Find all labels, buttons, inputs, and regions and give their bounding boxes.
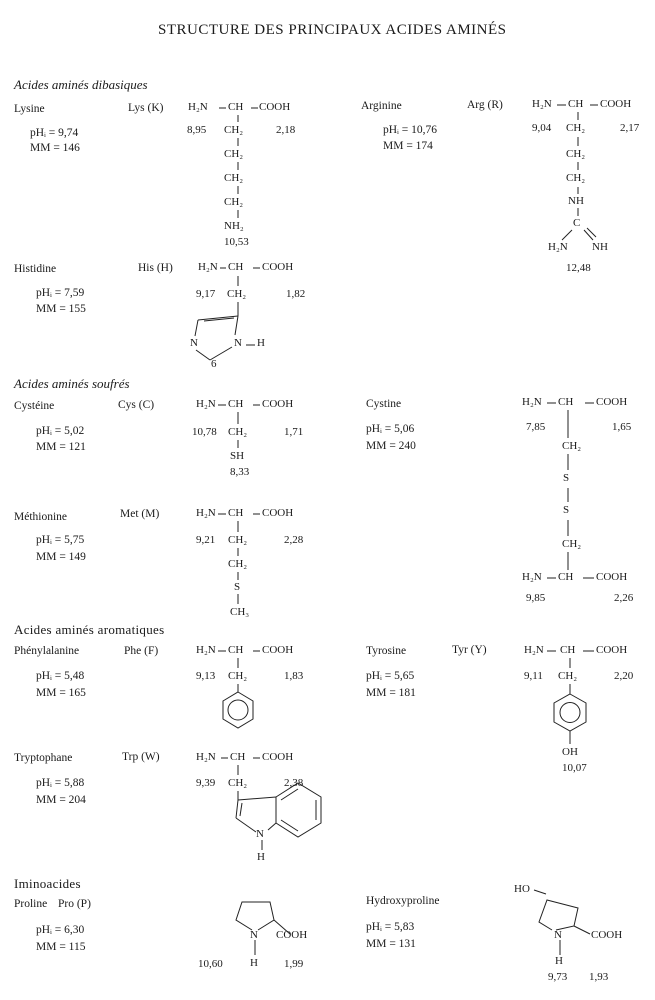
methionine-ch3: CH₃ (230, 606, 250, 618)
tyrosine-code: Tyr (Y) (452, 644, 487, 656)
tyrosine-h2n: H₂N (524, 644, 544, 656)
cystine-ch2-bottom: CH₂ (562, 538, 582, 550)
hydroxyproline-h: H (555, 955, 563, 967)
hydroxyproline-pka-carboxyl: 1,93 (589, 971, 609, 983)
arginine-code: Arg (R) (467, 99, 503, 111)
tryptophan-cooh: COOH (262, 751, 294, 763)
proline-name: Proline (14, 898, 48, 910)
cystine-h2n-bottom: H₂N (522, 571, 542, 583)
tryptophan-ch: CH (230, 751, 246, 763)
tryptophan-mm: MM = 204 (36, 794, 86, 806)
hydroxyproline-name: Hydroxyproline (366, 895, 440, 907)
tryptophan-pka-carboxyl: 2,38 (284, 777, 304, 789)
proline-pka-amino: 10,60 (198, 958, 223, 970)
page-title: STRUCTURE DES PRINCIPAUX ACIDES AMINÉS (158, 22, 507, 38)
hydroxyproline-ho: HO (514, 883, 530, 895)
cystine-pka-amino-bottom: 9,85 (526, 592, 546, 604)
tryptophan-n: N (256, 828, 264, 840)
phenylalanine-phi: pHᵢ = 5,48 (36, 670, 85, 682)
cysteine-code: Cys (C) (118, 399, 155, 411)
histidine-ch2: CH₂ (227, 288, 247, 300)
tryptophan-name: Tryptophane (14, 752, 73, 764)
histidine-h2n: H₂N (198, 261, 218, 273)
arginine-mm: MM = 174 (383, 140, 433, 152)
histidine-pka-amino: 9,17 (196, 288, 216, 300)
cystine-cooh-bottom: COOH (596, 571, 628, 583)
histidine-bonds (195, 268, 260, 360)
methionine-ch2-1: CH₂ (228, 534, 248, 546)
tryptophan-phi: pHᵢ = 5,88 (36, 777, 85, 789)
tryptophan-h2n: H₂N (196, 751, 216, 763)
cysteine-pka-side: 8,33 (230, 466, 250, 478)
methionine-h2n: H₂N (196, 507, 216, 519)
tyrosine-phi: pHᵢ = 5,65 (366, 670, 415, 682)
arginine-cooh: COOH (600, 98, 632, 110)
lysine-nh2: NH₂ (224, 220, 244, 232)
cystine-s-2: S (563, 504, 570, 516)
arginine-pka-carboxyl: 2,17 (620, 122, 640, 134)
cysteine-h2n: H₂N (196, 398, 216, 410)
cystine-h2n-top: H₂N (522, 396, 542, 408)
histidine-mm: MM = 155 (36, 303, 86, 315)
hydroxyproline-pka-amino: 9,73 (548, 971, 568, 983)
methionine-mm: MM = 149 (36, 551, 86, 563)
hydroxyproline-n: N (554, 929, 562, 941)
lysine-h2n: H₂N (188, 101, 208, 113)
histidine-phi: pHᵢ = 7,59 (36, 287, 85, 299)
cysteine-mm: MM = 121 (36, 441, 86, 453)
phenylalanine-name: Phénylalanine (14, 645, 80, 657)
hydroxyproline-cooh: COOH (591, 929, 623, 941)
lysine-pka-side: 10,53 (224, 236, 249, 248)
methionine-s: S (234, 581, 241, 593)
arginine-nh: NH (568, 195, 584, 207)
arginine-c: C (573, 217, 581, 229)
lysine-code: Lys (K) (128, 102, 164, 114)
arginine-pka-side: 12,48 (566, 262, 591, 274)
lysine-name: Lysine (14, 103, 45, 115)
tryptophan-code: Trp (W) (122, 751, 160, 763)
arginine-ch2-2: CH₂ (566, 148, 586, 160)
phenylalanine-code: Phe (F) (124, 645, 159, 657)
proline-h: H (250, 957, 258, 969)
histidine-n3: N (190, 337, 198, 349)
section-imino-heading: Iminoacides (14, 876, 81, 891)
cystine-cooh-top: COOH (596, 396, 628, 408)
cystine-bonds (547, 403, 594, 578)
tyrosine-pka-side: 10,07 (562, 762, 587, 774)
arginine-h2n-guanidino: H₂N (548, 241, 568, 253)
histidine-pka-carboxyl: 1,82 (286, 288, 306, 300)
tyrosine-pka-carboxyl: 2,20 (614, 670, 634, 682)
histidine-cooh: COOH (262, 261, 294, 273)
cystine-pka-amino-top: 7,85 (526, 421, 546, 433)
lysine-phi: pHᵢ = 9,74 (30, 127, 79, 139)
histidine-pka-side: 6 (211, 358, 217, 370)
hydroxyproline-phi: pHᵢ = 5,83 (366, 921, 415, 933)
lysine-ch: CH (228, 101, 244, 113)
tryptophan-ch2: CH₂ (228, 777, 248, 789)
lysine-pka-carboxyl: 2,18 (276, 124, 296, 136)
methionine-ch2-2: CH₂ (228, 558, 248, 570)
tyrosine-bonds (547, 651, 594, 744)
cystine-s-1: S (563, 472, 570, 484)
histidine-code: His (H) (138, 262, 173, 274)
cystine-ch-bottom: CH (558, 571, 574, 583)
lysine-ch2-1: CH₂ (224, 124, 244, 136)
cystine-phi: pHᵢ = 5,06 (366, 423, 415, 435)
tyrosine-pka-amino: 9,11 (524, 670, 543, 682)
lysine-cooh: COOH (259, 101, 291, 113)
proline-mm: MM = 115 (36, 941, 86, 953)
cysteine-pka-amino: 10,78 (192, 426, 217, 438)
phenylalanine-mm: MM = 165 (36, 687, 86, 699)
tyrosine-ch: CH (560, 644, 576, 656)
arginine-ch: CH (568, 98, 584, 110)
phenylalanine-h2n: H₂N (196, 644, 216, 656)
cysteine-pka-carboxyl: 1,71 (284, 426, 304, 438)
cystine-ch-top: CH (558, 396, 574, 408)
arginine-phi: pHᵢ = 10,76 (383, 124, 438, 136)
proline-code: Pro (P) (58, 898, 91, 910)
cystine-pka-carboxyl-bottom: 2,26 (614, 592, 634, 604)
proline-cooh: COOH (276, 929, 308, 941)
cystine-mm: MM = 240 (366, 440, 416, 452)
methionine-cooh: COOH (262, 507, 294, 519)
arginine-h2n: H₂N (532, 98, 552, 110)
arginine-nh-guanidino: NH (592, 241, 608, 253)
cysteine-sh: SH (230, 450, 245, 462)
cysteine-phi: pHᵢ = 5,02 (36, 425, 85, 437)
cysteine-name: Cystéine (14, 400, 55, 412)
lysine-mm: MM = 146 (30, 142, 80, 154)
methionine-name: Méthionine (14, 511, 68, 523)
cysteine-ch2: CH₂ (228, 426, 248, 438)
tyrosine-ch2: CH₂ (558, 670, 578, 682)
phenylalanine-ch2: CH₂ (228, 670, 248, 682)
proline-pka-carboxyl: 1,99 (284, 958, 304, 970)
phenylalanine-ch: CH (228, 644, 244, 656)
methionine-ch: CH (228, 507, 244, 519)
tyrosine-name: Tyrosine (366, 645, 407, 657)
proline-n: N (250, 929, 258, 941)
phenylalanine-pka-amino: 9,13 (196, 670, 216, 682)
arginine-ch2-1: CH₂ (566, 122, 586, 134)
proline-phi: pHᵢ = 6,30 (36, 924, 85, 936)
lysine-ch2-3: CH₂ (224, 172, 244, 184)
hydroxyproline-bonds (534, 890, 590, 955)
arginine-name: Arginine (361, 100, 402, 112)
cystine-ch2-top: CH₂ (562, 440, 582, 452)
tyrosine-oh: OH (562, 746, 578, 758)
section-aromatic-heading: Acides aminés aromatiques (14, 622, 165, 637)
hydroxyproline-mm: MM = 131 (366, 938, 416, 950)
methionine-pka-carboxyl: 2,28 (284, 534, 304, 546)
methionine-pka-amino: 9,21 (196, 534, 216, 546)
histidine-h: H (257, 337, 265, 349)
arginine-ch2-3: CH₂ (566, 172, 586, 184)
cystine-name: Cystine (366, 398, 402, 410)
cystine-pka-carboxyl-top: 1,65 (612, 421, 632, 433)
lysine-pka-amino: 8,95 (187, 124, 207, 136)
phenylalanine-bonds (218, 651, 260, 728)
tyrosine-cooh: COOH (596, 644, 628, 656)
cysteine-cooh: COOH (262, 398, 294, 410)
section-sulfur-heading: Acides aminés soufrés (14, 376, 130, 391)
lysine-ch2-2: CH₂ (224, 148, 244, 160)
tryptophan-bonds (221, 758, 321, 850)
phenylalanine-pka-carboxyl: 1,83 (284, 670, 304, 682)
tryptophan-h: H (257, 851, 265, 863)
arginine-pka-amino: 9,04 (532, 122, 552, 134)
phenylalanine-cooh: COOH (262, 644, 294, 656)
section-dibasic-heading: Acides aminés dibasiques (14, 77, 148, 92)
cysteine-ch: CH (228, 398, 244, 410)
histidine-ch: CH (228, 261, 244, 273)
methionine-code: Met (M) (120, 508, 160, 520)
methionine-phi: pHᵢ = 5,75 (36, 534, 85, 546)
histidine-name: Histidine (14, 263, 57, 275)
histidine-n1: N (234, 337, 242, 349)
lysine-ch2-4: CH₂ (224, 196, 244, 208)
tyrosine-mm: MM = 181 (366, 687, 416, 699)
tryptophan-pka-amino: 9,39 (196, 777, 216, 789)
